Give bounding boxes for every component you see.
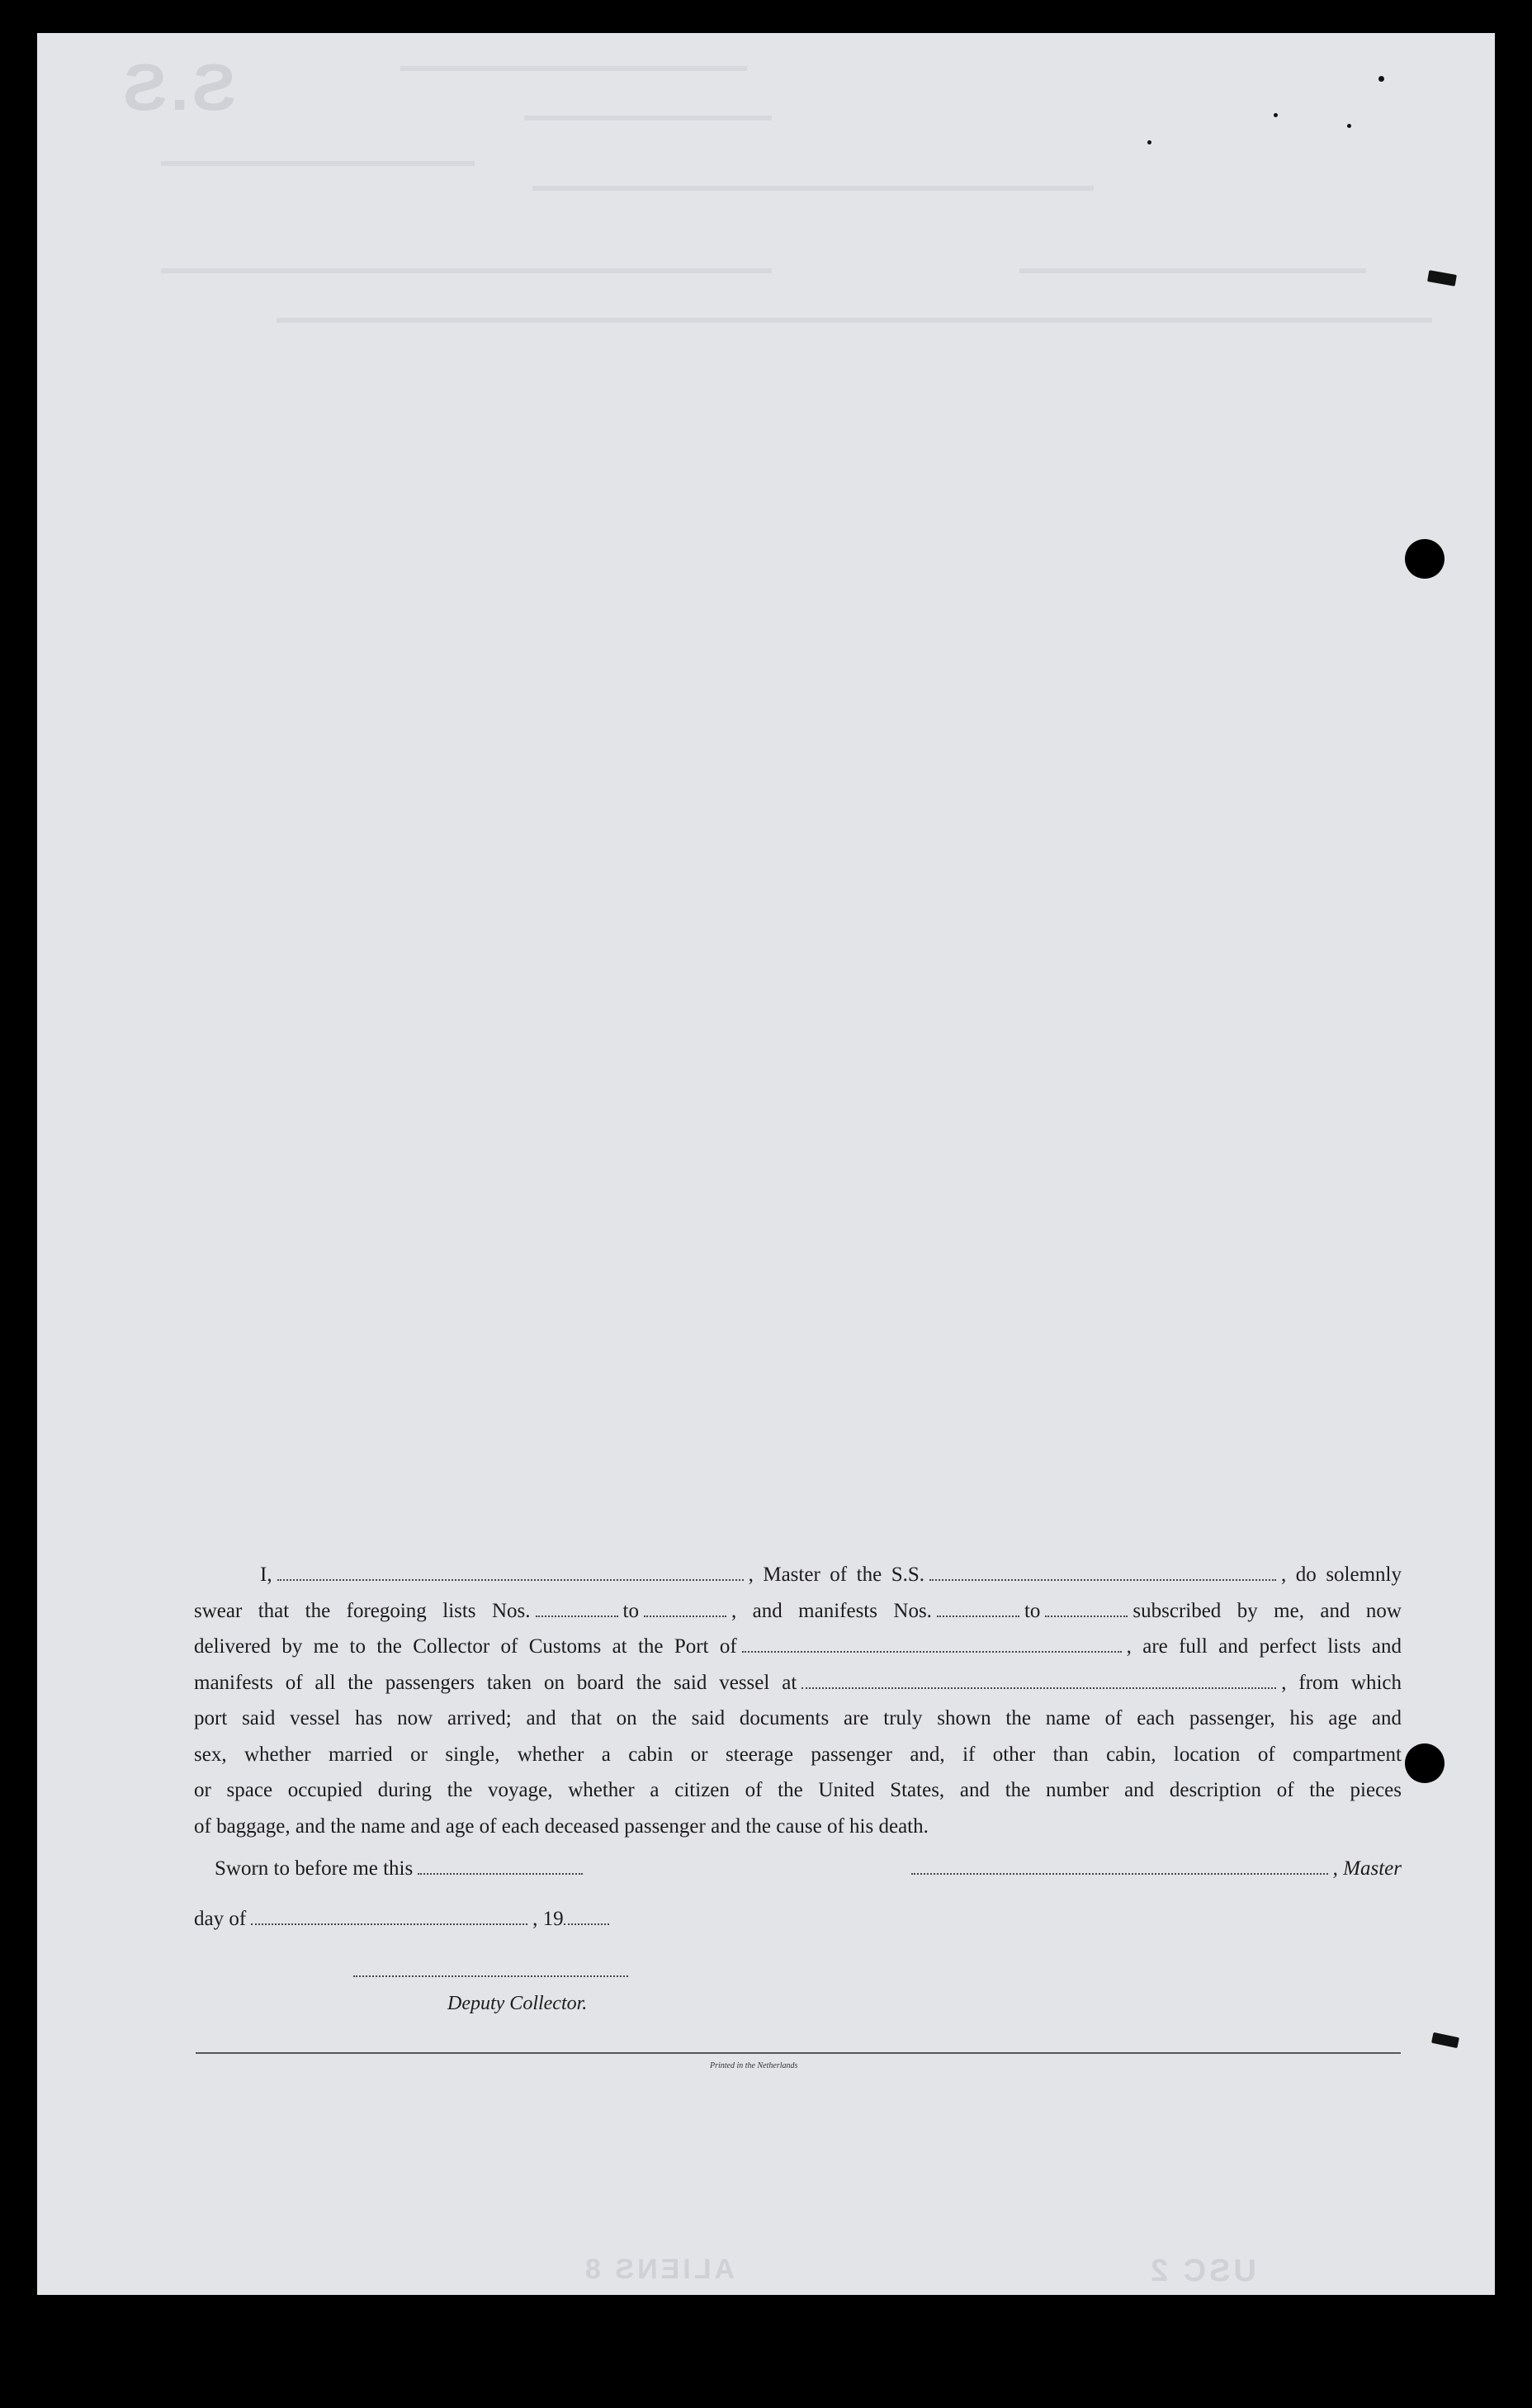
oath-text: subscribed by me, and now — [1132, 1599, 1402, 1622]
oath-line — [194, 1809, 1402, 1845]
deputy-collector-label: Deputy Collector. — [447, 1993, 588, 2014]
oath-text: manifests of all the passengers taken on board the said vessel at — [194, 1671, 797, 1694]
manifests-to-field[interactable] — [1045, 1602, 1128, 1617]
oath-text: , are full and perfect lists and — [1126, 1635, 1402, 1658]
oath-text: , Master of the S.S. — [748, 1564, 925, 1586]
master-label: , Master — [1332, 1857, 1402, 1880]
month-field[interactable] — [251, 1910, 527, 1925]
oath-text: , from which — [1281, 1671, 1402, 1694]
oath-line — [194, 1701, 1402, 1737]
document-page — [37, 33, 1495, 2295]
sworn-day-field[interactable] — [418, 1860, 583, 1875]
ship-name-field[interactable] — [929, 1566, 1276, 1581]
oath-text: to — [622, 1599, 639, 1622]
oath-text: I, — [260, 1564, 272, 1586]
sworn-label: Sworn to before me this — [215, 1857, 414, 1880]
master-name-field[interactable] — [277, 1566, 744, 1581]
oath-text: of baggage, and the name and age of each deceased passenger and the cause of his death. — [194, 1814, 929, 1838]
year-prefix: , 19 — [532, 1908, 564, 1930]
oath-text: swear that the foregoing lists Nos. — [194, 1599, 531, 1622]
manifests-from-field[interactable] — [937, 1602, 1019, 1617]
punch-hole — [1405, 1743, 1445, 1783]
oath-text: delivered by me to the Collector of Customs at the Port of — [194, 1635, 737, 1658]
scan-speck — [1147, 140, 1151, 144]
master-signature-field[interactable] — [911, 1860, 1328, 1875]
scan-speck — [1347, 124, 1351, 128]
bleed-through-line — [400, 66, 747, 71]
oath-paragraph — [194, 1557, 1402, 1844]
departure-port-field[interactable] — [801, 1674, 1276, 1689]
oath-text: to — [1024, 1599, 1041, 1622]
bleed-through-line — [1019, 268, 1366, 273]
arrival-port-field[interactable] — [742, 1638, 1122, 1653]
bleed-through-mark: ALIENS 8 — [582, 2254, 735, 2285]
sworn-clause — [215, 1852, 588, 1885]
bleed-through-line — [524, 116, 772, 121]
scan-speck — [1274, 113, 1278, 117]
oath-line — [194, 1593, 1402, 1630]
bleed-through-line — [532, 186, 1094, 191]
bleed-through-line — [161, 161, 475, 166]
oath-line — [194, 1737, 1402, 1773]
footer-rule — [196, 2052, 1401, 2054]
bleed-through-line — [277, 318, 1432, 323]
day-of-label: day of — [194, 1908, 247, 1930]
bleed-through-mark: USC 2 — [1147, 2254, 1256, 2288]
punch-hole — [1405, 539, 1445, 579]
date-row — [194, 1903, 614, 1936]
printer-imprint: Printed in the Netherlands — [710, 2061, 798, 2070]
oath-text: port said vessel has now arrived; and that on the said documents are truly shown the name of each passenger, his age and — [194, 1707, 1402, 1729]
oath-text: or space occupied during the voyage, whether a citizen of the United States, and the number and description of the pieces — [194, 1779, 1402, 1801]
bleed-through-line — [161, 268, 772, 273]
oath-line — [194, 1629, 1402, 1665]
oath-text: , do solemnly — [1281, 1564, 1402, 1586]
master-signature — [906, 1852, 1402, 1885]
bleed-through-mark: S.S — [120, 50, 236, 124]
oath-line — [194, 1665, 1402, 1701]
oath-line — [194, 1557, 1402, 1593]
lists-from-field[interactable] — [536, 1602, 618, 1617]
oath-line — [194, 1772, 1402, 1809]
year-field[interactable] — [564, 1910, 609, 1925]
oath-text: sex, whether married or single, whether a cabin or steerage passenger and, if other than cabin, location of compartment — [194, 1743, 1402, 1766]
oath-text: , and manifests Nos. — [731, 1599, 932, 1622]
deputy-signature-field[interactable] — [353, 1975, 628, 1977]
scan-speck — [1378, 76, 1384, 82]
lists-to-field[interactable] — [644, 1602, 726, 1617]
